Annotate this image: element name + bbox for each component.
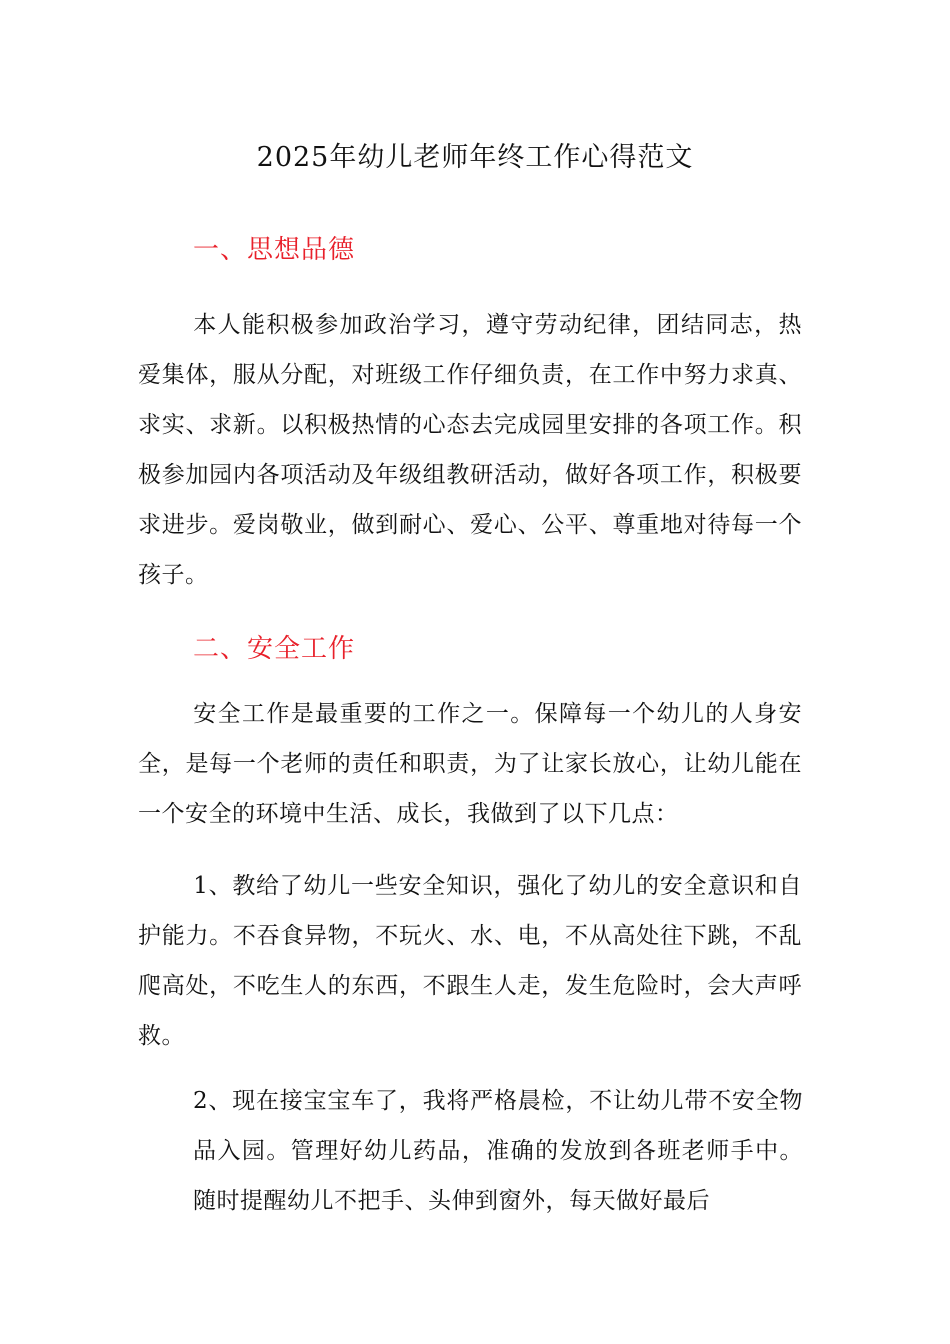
paragraph-ideology: 本人能积极参加政治学习，遵守劳动纪律，团结同志，热爱集体，服从分配，对班级工作仔细负责，在工作中努力求真、求实、求新。以积极热情的心态去完成园里安排的各项工作。积极参加园内各项活动及年级组教研活动，做好各项工作，积极要求进步。爱岗敬业，做到耐心、爱心、公平、尊重地对待每一个孩子。 xyxy=(138,312,802,588)
paragraph-safety-point-1: 1、教给了幼儿一些安全知识，强化了幼儿的安全意识和自护能力。不吞食异物，不玩火、水、电，不从高处往下跳，不乱爬高处，不吃生人的东西，不跟生人走，发生危险时，会大声呼救。 xyxy=(138,873,802,1049)
paragraph-safety-intro: 安全工作是最重要的工作之一。保障每一个幼儿的人身安全，是每一个老师的责任和职责，为了让家长放心，让幼儿能在一个安全的环境中生活、成长，我做到了以下几点： xyxy=(138,701,802,827)
document-title: 2025年幼儿老师年终工作心得范文 xyxy=(256,142,694,173)
section-heading-ideology: 一、思想品德 xyxy=(193,235,356,265)
section-heading-safety: 二、安全工作 xyxy=(193,634,356,664)
paragraph-safety-point-2: 2、现在接宝宝车了，我将严格晨检，不让幼儿带不安全物品入园。管理好幼儿药品，准确的发放到各班老师手中。随时提醒幼儿不把手、头伸到窗外，每天做好最后 xyxy=(193,1088,803,1214)
